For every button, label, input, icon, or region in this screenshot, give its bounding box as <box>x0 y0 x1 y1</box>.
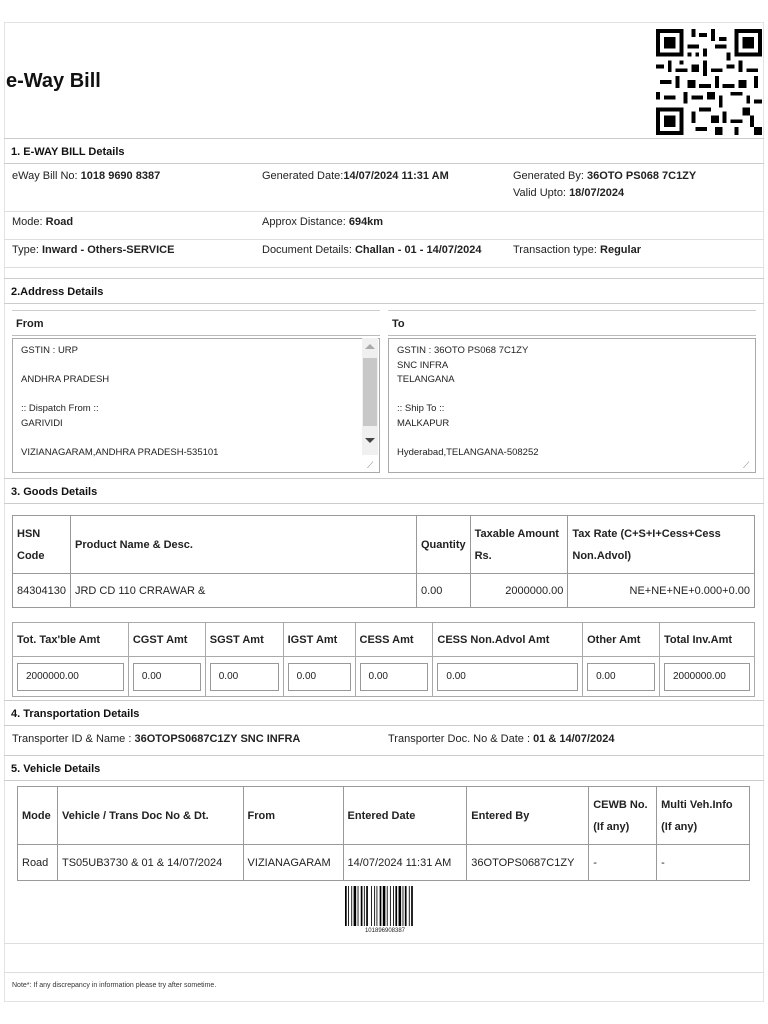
totals-value-cell <box>355 657 433 697</box>
barcode-bar <box>383 886 386 926</box>
totals-value-field[interactable]: 0.00 <box>437 663 578 691</box>
barcode-bar <box>354 886 357 926</box>
totals-value-field[interactable]: 2000000.00 <box>17 663 124 691</box>
from-address-lines <box>21 344 371 460</box>
address-line <box>21 431 371 446</box>
totals-header-cell: Total Inv.Amt <box>659 623 754 657</box>
type: Type: Inward - Others-SERVICE <box>12 244 175 256</box>
scroll-thumb[interactable] <box>363 358 377 426</box>
ewb-row-2 <box>4 212 764 240</box>
vehicle-cell: - <box>657 845 750 881</box>
from-label: From <box>12 310 380 336</box>
resize-handle-icon[interactable]: ⟋ <box>367 460 374 470</box>
divider <box>4 943 764 944</box>
totals-value-field[interactable]: 0.00 <box>288 663 351 691</box>
page-title: e-Way Bill <box>6 70 101 92</box>
barcode-bar <box>345 886 347 926</box>
vehicle-cell: TS05UB3730 & 01 & 14/07/2024 <box>57 845 243 881</box>
address-line: :: Dispatch From :: <box>21 403 99 414</box>
generated-by: Generated By: 36OTO PS068 7C1ZY Valid Upto: 18/07/2024 <box>513 170 697 199</box>
vehicle-cell: VIZIANAGARAM <box>243 845 343 881</box>
vehicle-header-cell: Mode <box>18 787 58 845</box>
address-line: MALKAPUR <box>397 417 450 429</box>
goods-cell: NE+NE+NE+0.000+0.00 <box>568 574 755 608</box>
barcode-bar <box>390 886 391 926</box>
goods-cell: 0.00 <box>416 574 470 608</box>
barcode-bar <box>374 886 375 926</box>
address-line: GSTIN : 36OTO PS068 7C1ZY <box>397 345 529 356</box>
address-line: :: Ship To :: <box>397 403 445 414</box>
address-line: GSTIN : URP <box>21 345 79 356</box>
totals-value-cell <box>659 657 754 697</box>
barcode-bar <box>405 886 407 926</box>
transport-row <box>4 726 764 754</box>
barcode-bar <box>348 886 349 926</box>
address-line: VIZIANAGARAM,ANDHRA PRADESH-535101 <box>21 446 219 458</box>
goods-header-cell: HSN Code <box>13 516 71 574</box>
goods-cell: JRD CD 110 CRRAWAR & <box>70 574 416 608</box>
section-address-heading: 2.Address Details <box>4 278 764 304</box>
to-address-lines <box>397 344 747 460</box>
section-goods-heading: 3. Goods Details <box>4 478 764 504</box>
goods-header-cell: Tax Rate (C+S+I+Cess+Cess Non.Advol) <box>568 516 755 574</box>
barcode-bar <box>364 886 365 926</box>
resize-handle-icon[interactable]: ⟋ <box>743 460 750 470</box>
mode: Mode: Road <box>12 216 74 228</box>
barcode-bar <box>380 886 382 926</box>
address-line: TELANGANA <box>397 374 455 385</box>
totals-value-cell <box>128 657 205 697</box>
address-line <box>21 388 371 403</box>
approx-distance: Approx Distance: 694km <box>262 216 384 228</box>
scroll-down-icon[interactable] <box>365 438 375 443</box>
goods-cell: 84304130 <box>13 574 71 608</box>
address-line: Hyderabad,TELANGANA-508252 <box>397 446 539 458</box>
ewb-no: eWay Bill No: 1018 9690 8387 <box>12 170 161 182</box>
address-line: SNC INFRA <box>397 359 449 371</box>
to-panel <box>388 310 756 470</box>
vehicle-header-cell: Multi Veh.Info (If any) <box>657 787 750 845</box>
vehicle-cell: 14/07/2024 11:31 AM <box>343 845 467 881</box>
address-line <box>397 388 747 403</box>
section-ewb-details-heading: 1. E-WAY BILL Details <box>4 138 764 164</box>
generated-date: Generated Date:14/07/2024 11:31 AM <box>262 170 449 182</box>
from-panel <box>12 310 380 470</box>
totals-value-field[interactable]: 0.00 <box>210 663 279 691</box>
goods-cell: 2000000.00 <box>470 574 568 608</box>
goods-header-cell: Taxable Amount Rs. <box>470 516 568 574</box>
barcode-bar <box>358 886 359 926</box>
totals-value-field[interactable]: 0.00 <box>360 663 429 691</box>
vehicle-header-cell: Entered Date <box>343 787 467 845</box>
barcode-bar <box>387 886 388 926</box>
totals-table <box>12 622 755 697</box>
footer-note: Note*: If any discrepancy in information please try after sometime. <box>12 982 217 989</box>
goods-table <box>12 515 755 608</box>
totals-header-cell: IGST Amt <box>283 623 355 657</box>
barcode-bar <box>361 886 363 926</box>
document-details: Document Details: Challan - 01 - 14/07/2024 <box>262 244 482 256</box>
address-line <box>397 431 747 446</box>
barcode-bar <box>399 886 402 926</box>
address-line <box>21 359 371 374</box>
totals-value-field[interactable]: 0.00 <box>133 663 201 691</box>
vehicle-cell: Road <box>18 845 58 881</box>
ewb-row-3 <box>4 240 764 268</box>
barcode-bar <box>395 886 397 926</box>
totals-header-cell: Tot. Tax'ble Amt <box>13 623 129 657</box>
totals-value-cell <box>283 657 355 697</box>
barcode-bar <box>411 886 413 926</box>
barcode-bar <box>371 886 372 926</box>
barcode-bar <box>377 886 378 926</box>
from-address-textarea[interactable] <box>12 338 380 473</box>
totals-header-cell: SGST Amt <box>205 623 283 657</box>
totals-value-cell <box>13 657 129 697</box>
section-transport-heading: 4. Transportation Details <box>4 700 764 726</box>
totals-header-cell: CGST Amt <box>128 623 205 657</box>
goods-header-cell: Product Name & Desc. <box>70 516 416 574</box>
barcode-bar <box>366 886 368 926</box>
totals-header-cell: CESS Amt <box>355 623 433 657</box>
totals-value-field[interactable]: 2000000.00 <box>664 663 750 691</box>
barcode-bar <box>393 886 394 926</box>
to-address-textarea[interactable] <box>388 338 756 473</box>
address-line: GARIVIDI <box>21 417 63 429</box>
vehicle-cell: 36OTOPS0687C1ZY <box>467 845 589 881</box>
scroll-up-icon[interactable] <box>365 344 375 349</box>
section-vehicle-heading: 5. Vehicle Details <box>4 755 764 781</box>
goods-header-cell: Quantity <box>416 516 470 574</box>
from-scrollbar[interactable] <box>362 338 378 455</box>
ewb-row-1 <box>4 164 764 212</box>
to-label: To <box>388 310 756 336</box>
totals-value-field[interactable]: 0.00 <box>587 663 655 691</box>
totals-value-cell <box>205 657 283 697</box>
transporter-id: Transporter ID & Name : 36OTOPS0687C1ZY SNC INFRA <box>12 733 301 745</box>
barcode-bar <box>409 886 410 926</box>
divider <box>4 972 764 973</box>
vehicle-header-cell: Entered By <box>467 787 589 845</box>
vehicle-table <box>17 786 750 881</box>
vehicle-header-cell: CEWB No. (If any) <box>589 787 657 845</box>
barcode-number: 101896908387 <box>364 928 406 934</box>
address-line: ANDHRA PRADESH <box>21 374 110 385</box>
barcode-bar <box>403 886 404 926</box>
totals-value-cell <box>583 657 660 697</box>
totals-header-cell: CESS Non.Advol Amt <box>433 623 583 657</box>
vehicle-header-cell: From <box>243 787 343 845</box>
totals-header-cell: Other Amt <box>583 623 660 657</box>
barcode <box>345 886 425 926</box>
transporter-doc: Transporter Doc. No & Date : 01 & 14/07/2024 <box>388 733 615 745</box>
qr-code <box>656 28 762 136</box>
vehicle-cell: - <box>589 845 657 881</box>
barcode-bar <box>351 886 352 926</box>
transaction-type: Transaction type: Regular <box>513 244 641 256</box>
vehicle-header-cell: Vehicle / Trans Doc No & Dt. <box>57 787 243 845</box>
totals-value-cell <box>433 657 583 697</box>
